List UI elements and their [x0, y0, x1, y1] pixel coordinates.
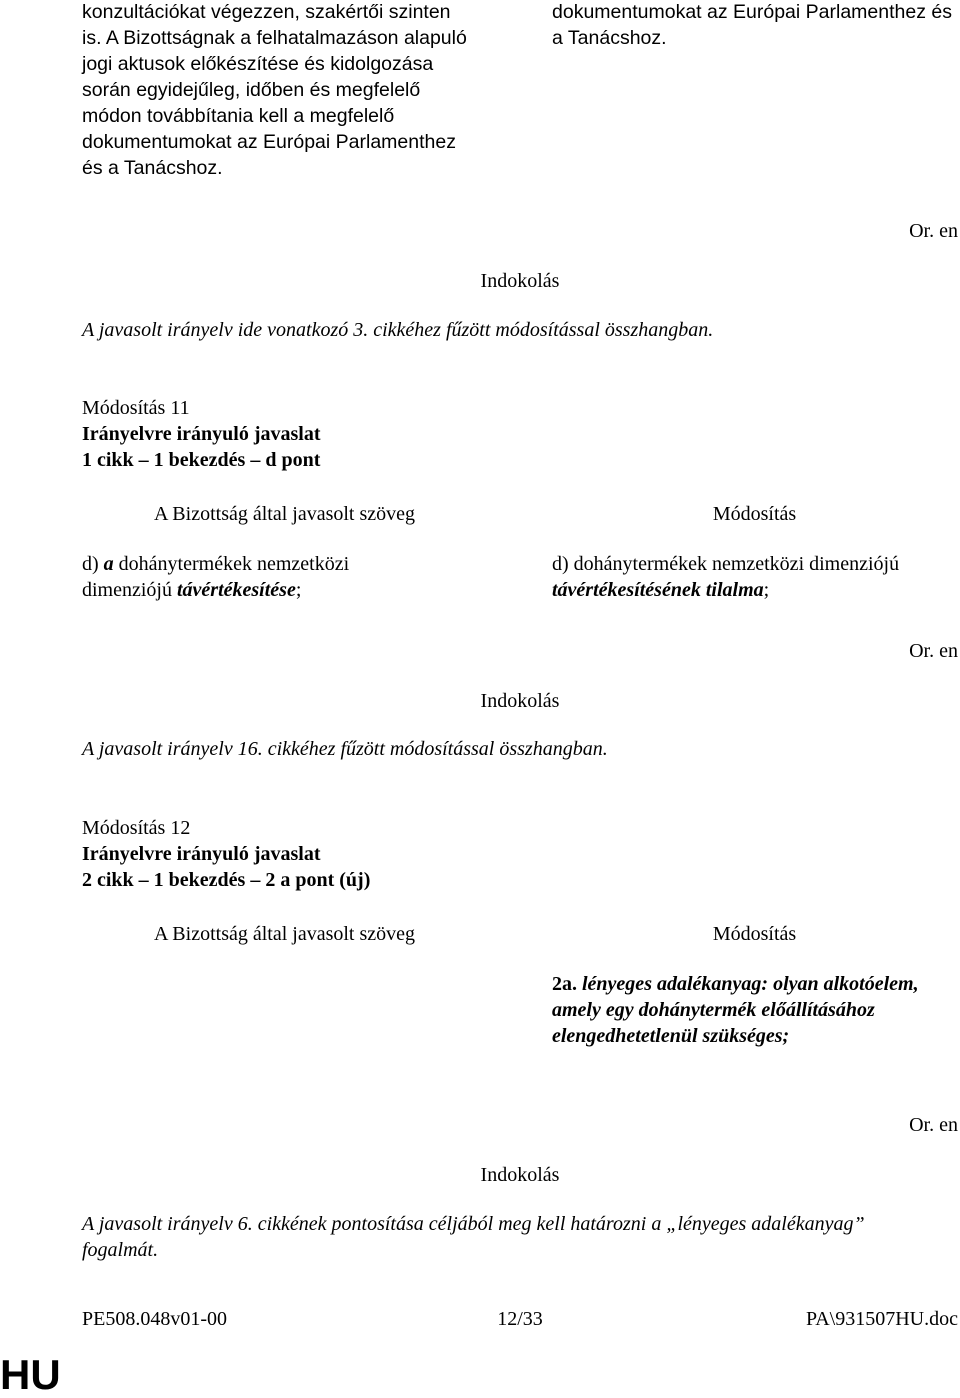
amendment-subject: Irányelvre irányuló javaslat [82, 843, 321, 865]
amendment-title-11: Módosítás 11 [82, 397, 190, 419]
amended-text: d) dohánytermékek nemzetközi dimenziójú távértékesítésének tilalma; [552, 553, 900, 601]
continued-text-right: dokumentumokat az Európai Parlamenthez és a Tanácshoz. [552, 1, 952, 49]
amended-text: 2a. lényeges adalékanyag: olyan alkotóelem, amely egy dohánytermék előállításához elengedhetetlenül szükséges; [552, 973, 919, 1047]
amendment-reference: 1 cikk – 1 bekezdés – d pont [82, 449, 321, 471]
justification-text: A javasolt irányelv 16. cikkéhez fűzött módosítással összhangban. [82, 738, 608, 760]
commission-text: d) a dohánytermékek nemzetközi dimenziójú távértékesítése; [82, 553, 350, 601]
original-language-label: Or. en [909, 1114, 958, 1136]
commission-text-header: A Bizottság által javasolt szöveg [153, 923, 416, 945]
original-language-label: Or. en [909, 640, 958, 662]
amendment-reference: 2 cikk – 1 bekezdés – 2 a pont (új) [82, 869, 371, 891]
amendment-subject: Irányelvre irányuló javaslat [82, 423, 321, 445]
amendment-header: Módosítás [712, 503, 797, 525]
footer-file-name: PA\931507HU.doc [805, 1308, 958, 1330]
justification-heading: Indokolás [480, 270, 560, 292]
language-code: HU [0, 1351, 61, 1398]
justification-text: A javasolt irányelv ide vonatkozó 3. cikkéhez fűzött módosítással összhangban. [82, 319, 714, 341]
amendment-title-12: Módosítás 12 [82, 817, 191, 839]
commission-text-header: A Bizottság által javasolt szöveg [153, 503, 416, 525]
footer-doc-ref: PE508.048v01-00 [82, 1308, 227, 1330]
justification-text: A javasolt irányelv 6. cikkének pontosítása céljából meg kell határozni a „lényeges adalékanyag” fogalmát. [82, 1213, 865, 1261]
amendment-header: Módosítás [712, 923, 797, 945]
footer-page-number: 12/33 [497, 1308, 543, 1330]
justification-heading: Indokolás [480, 690, 560, 712]
continued-text-left: konzultációkat végezzen, szakértői szinten is. A Bizottságnak a felhatalmazáson alapuló jogi aktusok előkészítése és kidolgozása során egyidejűleg, időben és megfelelő módon továbbítania kell a megfelelő dokumentumokat az Európai Parlamenthez és a Tanácshoz. [82, 1, 467, 179]
justification-heading: Indokolás [480, 1164, 560, 1186]
original-language-label: Or. en [909, 220, 958, 242]
